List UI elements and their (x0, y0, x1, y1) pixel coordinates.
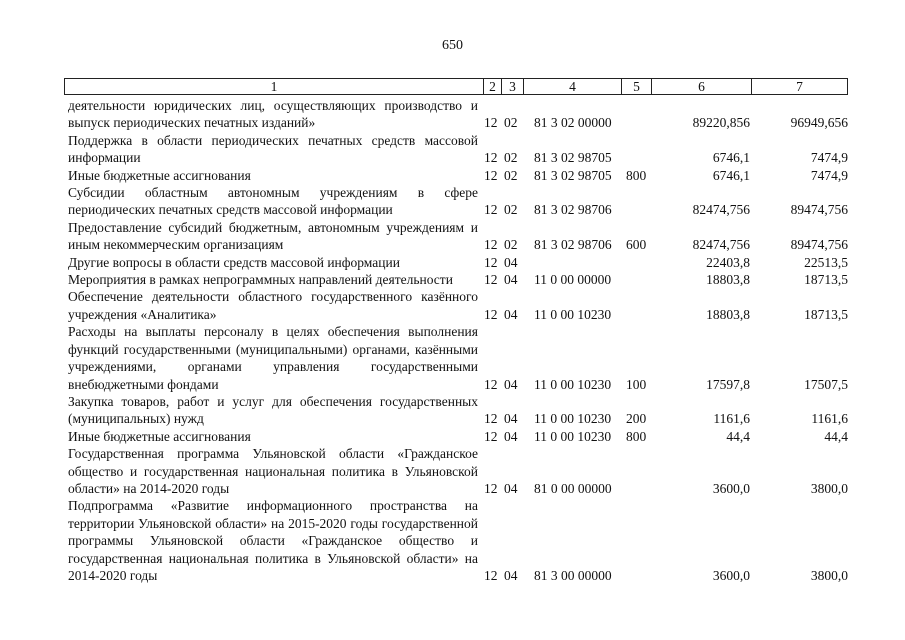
target-article-code: 11 0 00 10230 (534, 411, 612, 427)
target-article-code: 81 3 02 98705 (534, 167, 612, 183)
row-description: Обеспечение деятельности областного государственного казённого учреждения «Аналитика» (68, 289, 478, 322)
subsection-code: 04 (504, 480, 518, 496)
target-article-code: 11 0 00 00000 (534, 272, 612, 288)
row-values (64, 167, 848, 184)
target-article-code: 11 0 00 10230 (534, 376, 612, 392)
subsection-code: 02 (504, 115, 518, 131)
row-values (64, 428, 848, 445)
header-col-2: 2 (483, 79, 501, 94)
table-row (64, 445, 848, 497)
amount-col-7: 7474,9 (810, 150, 848, 166)
amount-col-6: 6746,1 (712, 150, 750, 166)
table-row (64, 393, 848, 428)
header-col-4: 4 (523, 79, 621, 94)
expense-type-code: 800 (626, 428, 647, 444)
table-body (64, 97, 848, 584)
row-values (64, 567, 848, 584)
row-description: деятельности юридических лиц, осуществляющих производство и выпуск периодических печатных изданий» (68, 98, 478, 131)
amount-col-6: 3600,0 (712, 567, 750, 583)
row-values (64, 271, 848, 288)
amount-col-6: 89220,856 (692, 115, 750, 131)
subsection-code: 02 (504, 237, 518, 253)
target-article-code: 81 0 00 00000 (534, 480, 612, 496)
subsection-code: 04 (504, 376, 518, 392)
section-code: 12 (484, 237, 498, 253)
table-row (64, 219, 848, 254)
table-row (64, 271, 848, 288)
table-row (64, 323, 848, 393)
header-col-6: 6 (651, 79, 751, 94)
section-code: 12 (484, 376, 498, 392)
amount-col-7: 18713,5 (804, 306, 848, 322)
section-code: 12 (484, 254, 498, 270)
target-article-code: 81 3 02 98706 (534, 202, 612, 218)
header-col-7: 7 (751, 79, 847, 94)
row-description: Подпрограмма «Развитие информационного пространства на территории Ульяновской области» на 2015-2020 годы государственной программы Ульяновской области «Гражданское общество и государственная национальная политика в Ульяновской области» на 2014-2020 годы (68, 498, 478, 583)
row-values (64, 410, 848, 427)
subsection-code: 02 (504, 150, 518, 166)
target-article-code: 81 3 02 98705 (534, 150, 612, 166)
row-values (64, 254, 848, 271)
section-code: 12 (484, 115, 498, 131)
section-code: 12 (484, 567, 498, 583)
subsection-code: 04 (504, 306, 518, 322)
row-values (64, 201, 848, 218)
row-description: Иные бюджетные ассигнования (68, 167, 251, 183)
section-code: 12 (484, 272, 498, 288)
amount-col-7: 7474,9 (810, 167, 848, 183)
table-row (64, 288, 848, 323)
amount-col-6: 17597,8 (706, 376, 750, 392)
subsection-code: 02 (504, 202, 518, 218)
table-row (64, 184, 848, 219)
table-row (64, 428, 848, 445)
amount-col-6: 44,4 (726, 428, 750, 444)
expense-type-code: 600 (626, 237, 647, 253)
amount-col-7: 18713,5 (804, 272, 848, 288)
subsection-code: 04 (504, 411, 518, 427)
target-article-code: 81 3 02 00000 (534, 115, 612, 131)
table-row (64, 497, 848, 584)
amount-col-7: 96949,656 (790, 115, 848, 131)
amount-col-6: 6746,1 (712, 167, 750, 183)
table-row (64, 97, 848, 132)
section-code: 12 (484, 150, 498, 166)
row-description: Предоставление субсидий бюджетным, автономным учреждениям и иным некоммерческим организациям (68, 219, 478, 253)
section-code: 12 (484, 480, 498, 496)
page-number: 650 (442, 38, 463, 53)
row-values (64, 480, 848, 497)
subsection-code: 04 (504, 254, 518, 270)
section-code: 12 (484, 411, 498, 427)
target-article-code: 81 3 00 00000 (534, 567, 612, 583)
subsection-code: 02 (504, 167, 518, 183)
section-code: 12 (484, 306, 498, 322)
table-header (64, 78, 848, 95)
amount-col-7: 44,4 (824, 428, 848, 444)
table-row (64, 254, 848, 271)
row-values (64, 236, 848, 253)
section-code: 12 (484, 202, 498, 218)
expense-type-code: 100 (626, 376, 647, 392)
row-description: Поддержка в области периодических печатных средств массовой информации (68, 132, 478, 166)
row-description: Субсидии областным автономным учреждениям в сфере периодических печатных средств массовой информации (68, 185, 478, 218)
amount-col-6: 18803,8 (706, 272, 750, 288)
subsection-code: 04 (504, 567, 518, 583)
amount-col-7: 3800,0 (810, 480, 848, 496)
table-row (64, 167, 848, 184)
amount-col-6: 1161,6 (713, 411, 750, 427)
header-col-3: 3 (501, 79, 523, 94)
subsection-code: 04 (504, 428, 518, 444)
amount-col-6: 82474,756 (692, 202, 750, 218)
amount-col-7: 22513,5 (804, 254, 848, 270)
section-code: 12 (484, 167, 498, 183)
row-values (64, 114, 848, 131)
target-article-code: 11 0 00 10230 (534, 306, 612, 322)
expense-type-code: 200 (626, 411, 647, 427)
amount-col-7: 17507,5 (804, 376, 848, 392)
target-article-code: 11 0 00 10230 (534, 428, 612, 444)
amount-col-6: 82474,756 (692, 237, 750, 253)
row-description: Государственная программа Ульяновской области «Гражданское общество и государственная национальная политика в Ульяновской области» на 2014-2020 годы (68, 446, 478, 496)
amount-col-6: 22403,8 (706, 254, 750, 270)
row-values (64, 376, 848, 393)
row-description: Расходы на выплаты персоналу в целях обеспечения выполнения функций государственными (муниципальными) органами, казёнными учреждениями, органами управления государственными внебюджетными фондами (68, 324, 478, 392)
section-code: 12 (484, 428, 498, 444)
target-article-code: 81 3 02 98706 (534, 237, 612, 253)
amount-col-7: 1161,6 (811, 411, 848, 427)
row-values (64, 306, 848, 323)
expense-type-code: 800 (626, 167, 647, 183)
header-col-1: 1 (270, 79, 278, 94)
subsection-code: 04 (504, 272, 518, 288)
header-col-5: 5 (621, 79, 651, 94)
amount-col-7: 89474,756 (790, 237, 848, 253)
row-values (64, 149, 848, 166)
amount-col-6: 3600,0 (712, 480, 750, 496)
row-description: Другие вопросы в области средств массовой информации (68, 254, 400, 270)
row-description: Мероприятия в рамках непрограммных направлений деятельности (68, 272, 453, 288)
amount-col-7: 3800,0 (810, 567, 848, 583)
row-description: Закупка товаров, работ и услуг для обеспечения государственных (муниципальных) нужд (68, 393, 478, 427)
amount-col-7: 89474,756 (790, 202, 848, 218)
table-row (64, 132, 848, 167)
row-description: Иные бюджетные ассигнования (68, 428, 251, 444)
amount-col-6: 18803,8 (706, 306, 750, 322)
